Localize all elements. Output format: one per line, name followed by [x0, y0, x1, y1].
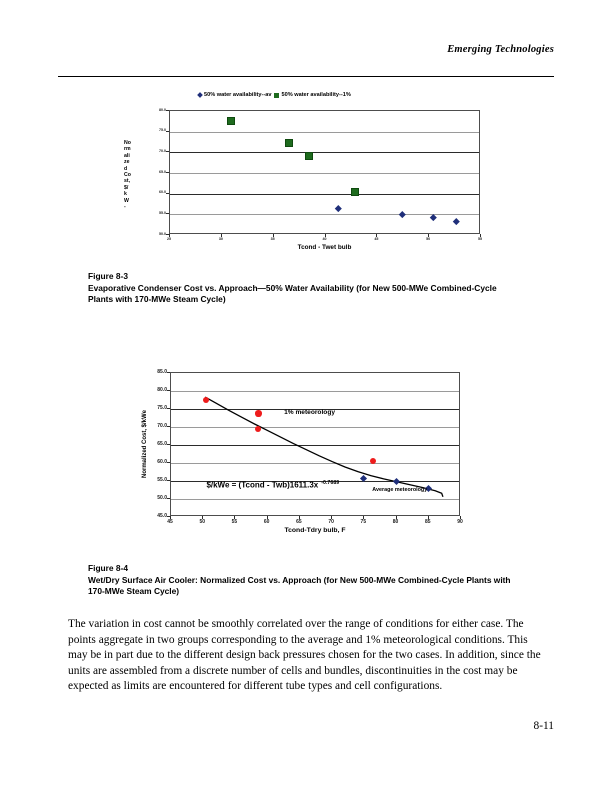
y-axis-tick-mark: [167, 480, 170, 481]
chart-legend: [197, 92, 351, 98]
x-axis-tick-mark: [480, 234, 481, 237]
x-axis-tick-mark: [267, 516, 268, 519]
y-axis-title-segment: W: [124, 197, 129, 204]
x-axis-tick-mark: [325, 234, 326, 237]
x-axis-tick-label: 40: [322, 237, 327, 241]
page-number: 8-11: [533, 720, 554, 732]
figure-8-3-number: Figure 8-3: [88, 271, 129, 281]
y-axis-title-segment: k: [124, 191, 127, 198]
data-point-marker: [305, 152, 313, 160]
x-axis-tick-label: 25: [167, 237, 171, 241]
y-axis-tick-label: 60.0: [157, 458, 167, 465]
x-axis-tick-mark: [202, 516, 203, 519]
gridline: [170, 152, 479, 153]
legend-item-1pct: [271, 92, 350, 98]
x-axis-tick-label: 70: [328, 519, 334, 525]
y-axis-tick-label: 70.0: [159, 149, 166, 154]
legend-label-1pct: 50% water availability--1%: [281, 92, 351, 98]
y-axis-tick-label: 80.0: [157, 386, 167, 393]
y-axis-tick-label: 55.0: [159, 211, 166, 216]
x-axis-tick-label: 50: [426, 237, 431, 241]
y-axis-tick-mark: [166, 110, 169, 111]
y-axis-tick-mark: [166, 172, 169, 173]
gridline: [170, 173, 479, 174]
y-axis-tick-mark: [167, 390, 170, 391]
y-axis-tick-mark: [167, 462, 170, 463]
y-axis-tick-mark: [167, 444, 170, 445]
x-axis-tick-label: 55: [478, 237, 482, 241]
figure-8-4-title: Wet/Dry Surface Air Cooler: Normalized Cost vs. Approach (for New 500-MWe Combined-Cycle Plants with 170-MWe Steam Cycle): [88, 574, 511, 597]
x-axis-tick-mark: [428, 516, 429, 519]
y-axis-title-segment: ze: [124, 159, 130, 166]
x-axis-tick-label: 60: [263, 519, 270, 525]
chart-equation-annotation: [206, 480, 339, 490]
y-axis-tick-label: 50.0: [159, 231, 166, 236]
square-marker-icon: [274, 93, 279, 98]
x-axis-title: Tcond - Twet bulb: [297, 244, 352, 251]
y-axis-title-segment: $/: [124, 184, 129, 191]
data-point-marker: [453, 218, 459, 224]
trendline: [171, 373, 461, 517]
data-point-marker: [285, 139, 293, 147]
x-axis-tick-mark: [331, 516, 332, 519]
figure-8-3-caption: [88, 271, 518, 306]
plot-area: [170, 372, 460, 516]
body-paragraph: The variation in cost cannot be smoothly correlated over the range of conditions for either case. The points aggregate in two groups corresponding to the average and 1% meteorological conditions. This may be in part due to the different design back pressures chosen for the two cases. In addition, since the units are assembled from a discrete number of cells and bundles, discontinuities in the cost may be expected as limits are encountered for different tube types and cell configurations.: [68, 618, 541, 693]
equation-base: $/kWe = (Tcond - Twb)1611.3x: [206, 480, 319, 490]
y-axis-tick-label: 65.0: [159, 169, 166, 174]
y-axis-tick-label: 65.0: [157, 440, 167, 447]
y-axis-title: [124, 140, 136, 210]
y-axis-title-segment: ali: [124, 152, 130, 159]
x-axis-tick-mark: [428, 234, 429, 237]
y-axis-tick-label: 75.0: [157, 404, 167, 411]
legend-label-avg: 50% water availability--av: [204, 92, 272, 98]
gridline: [170, 132, 479, 133]
x-axis-tick-label: 90: [457, 519, 463, 525]
x-axis-tick-label: 45: [167, 519, 173, 525]
data-point-marker: [351, 188, 359, 196]
y-axis-tick-label: 75.0: [159, 128, 166, 133]
y-axis-tick-label: 60.0: [159, 190, 166, 195]
data-point-marker: [227, 117, 235, 125]
x-axis-tick-mark: [363, 516, 364, 519]
y-axis-tick-mark: [166, 151, 169, 152]
x-axis-tick-mark: [221, 234, 222, 237]
x-axis-tick-label: 50: [199, 519, 205, 525]
data-point-marker: [255, 410, 261, 416]
y-axis-tick-mark: [166, 131, 169, 132]
y-axis-title: Normalized Cost, $/kWe: [142, 410, 148, 478]
y-axis-tick-label: 55.0: [157, 476, 167, 483]
chart-annotation: Average meteorology: [372, 487, 428, 494]
y-axis-tick-mark: [167, 372, 170, 373]
data-point-marker: [399, 211, 405, 217]
equation-exponent: -0.7689: [321, 479, 340, 486]
y-axis-tick-label: 50.0: [157, 494, 167, 501]
x-axis-tick-label: 80: [392, 519, 399, 525]
x-axis-tick-label: 30: [218, 237, 223, 241]
figure-8-3-chart: [110, 92, 510, 260]
x-axis-tick-label: 85: [424, 519, 431, 525]
y-axis-title-segment: st,: [124, 178, 131, 185]
data-point-marker: [336, 206, 342, 212]
y-axis-title-segment: d: [124, 165, 128, 172]
y-axis-tick-mark: [166, 213, 169, 214]
data-point-marker: [203, 397, 209, 403]
diamond-marker-icon: [197, 92, 203, 98]
y-axis-title-segment: -: [124, 204, 126, 211]
plot-area: [169, 110, 480, 234]
y-axis-tick-mark: [167, 498, 170, 499]
x-axis-tick-mark: [460, 516, 461, 519]
y-axis-title-segment: rm: [124, 146, 131, 153]
figure-8-4-number: Figure 8-4: [88, 563, 129, 573]
y-axis-title-segment: No: [124, 140, 131, 146]
y-axis-tick-label: 80.0: [159, 107, 166, 112]
x-axis-title: Tcond-Tdry bulb, F: [284, 527, 346, 534]
y-axis-tick-label: 70.0: [157, 422, 167, 429]
x-axis-tick-label: 35: [270, 237, 275, 241]
figure-8-3-title: Evaporative Condenser Cost vs. Approach—50% Water Availability (for New 500-MWe Combined-Cycle Plants with 170-MWe Steam Cycle): [88, 282, 497, 305]
data-point-marker: [430, 214, 436, 220]
x-axis-tick-label: 55: [231, 519, 238, 525]
x-axis-tick-mark: [376, 234, 377, 237]
x-axis-tick-label: 65: [296, 519, 302, 525]
chart-annotation: 1% meteorology: [284, 408, 336, 416]
y-axis-tick-mark: [167, 426, 170, 427]
x-axis-tick-mark: [170, 516, 171, 519]
x-axis-tick-mark: [169, 234, 170, 237]
y-axis-tick-mark: [167, 408, 170, 409]
running-head: Emerging Technologies: [447, 44, 554, 55]
x-axis-tick-label: 75: [360, 519, 367, 525]
header-divider: [58, 76, 554, 77]
legend-item-avg: [197, 92, 271, 98]
x-axis-tick-mark: [299, 516, 300, 519]
y-axis-tick-label: 45.0: [157, 512, 167, 519]
gridline: [170, 194, 479, 195]
x-axis-tick-mark: [396, 516, 397, 519]
y-axis-title-segment: Co: [124, 172, 131, 179]
figure-8-4-caption: [88, 563, 518, 598]
x-axis-tick-mark: [234, 516, 235, 519]
y-axis-tick-mark: [166, 193, 169, 194]
figure-8-4-chart: [130, 366, 490, 534]
x-axis-tick-mark: [273, 234, 274, 237]
y-axis-tick-label: 85.0: [157, 368, 167, 375]
x-axis-tick-label: 45: [374, 237, 379, 241]
